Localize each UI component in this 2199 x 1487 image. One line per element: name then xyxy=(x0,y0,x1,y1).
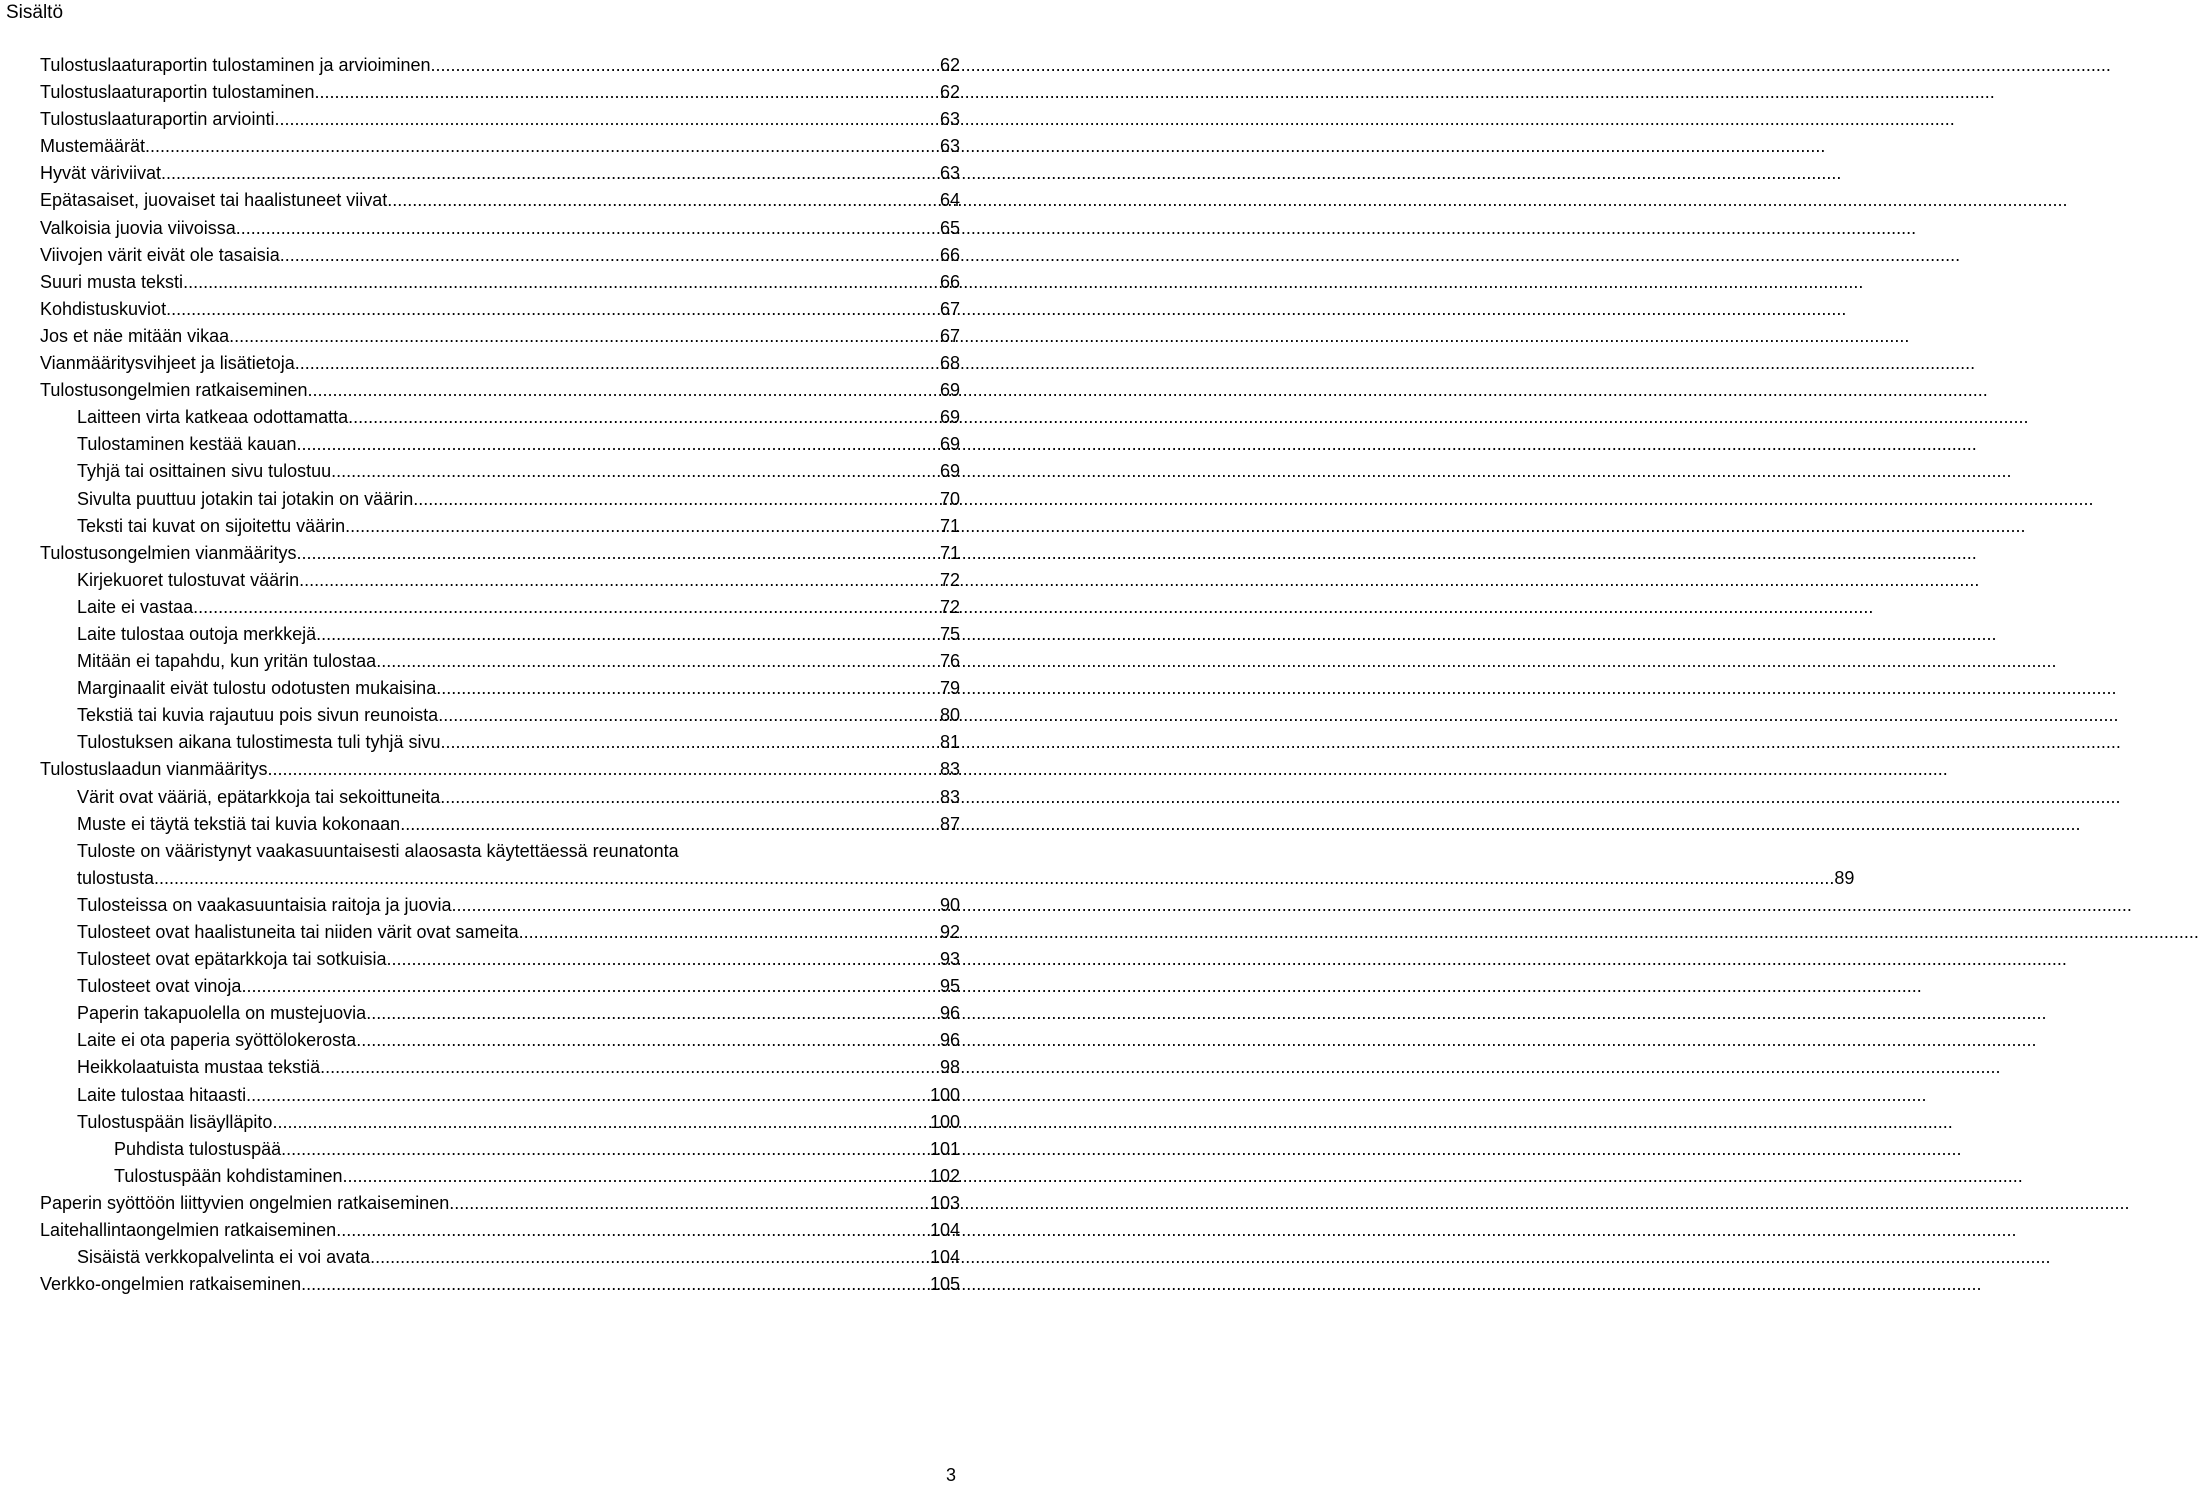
dot-leader xyxy=(345,513,940,540)
dot-leader xyxy=(154,865,1834,892)
toc-entry-title: Tyhjä tai osittainen sivu tulostuu xyxy=(77,461,332,482)
toc-entry[interactable] xyxy=(40,1244,960,1271)
dot-leader xyxy=(387,946,940,973)
toc-entry-page: 89 xyxy=(1834,867,1855,888)
toc-entry-page: 87 xyxy=(939,813,960,834)
dot-leader xyxy=(342,1163,929,1190)
toc-entry-page: 80 xyxy=(939,705,960,726)
toc-entry-title: Heikkolaatuista mustaa tekstiä xyxy=(77,1057,321,1078)
toc-entry[interactable] xyxy=(40,621,960,648)
toc-entry[interactable] xyxy=(40,377,960,404)
dot-leader xyxy=(274,106,940,133)
toc-entry-title-continued: tulostusta xyxy=(77,867,155,888)
toc-entry-page: 62 xyxy=(939,82,960,103)
toc-entry-title: Tulostuslaadun vianmääritys xyxy=(40,759,268,780)
toc-entry-title: Suuri musta teksti xyxy=(40,271,184,292)
toc-entry-page: 68 xyxy=(939,353,960,374)
toc-entry-title: Verkko-ongelmien ratkaiseminen xyxy=(40,1274,302,1295)
table-of-contents xyxy=(40,52,1855,1298)
toc-entry-page: 67 xyxy=(939,325,960,346)
toc-entry-page: 103 xyxy=(929,1192,960,1213)
toc-entry-page: 105 xyxy=(929,1274,960,1295)
toc-entry[interactable] xyxy=(40,1054,960,1081)
toc-entry[interactable] xyxy=(40,973,960,1000)
toc-entry-page: 69 xyxy=(939,407,960,428)
toc-entry-page: 102 xyxy=(929,1165,960,1186)
dot-leader xyxy=(348,404,940,431)
toc-entry[interactable] xyxy=(40,187,960,214)
toc-entry[interactable] xyxy=(40,296,960,323)
toc-entry-title: Viivojen värit eivät ole tasaisia xyxy=(40,244,280,265)
toc-entry[interactable] xyxy=(40,1109,960,1136)
dot-leader xyxy=(400,811,940,838)
toc-entry-title: Teksti tai kuvat on sijoitettu väärin xyxy=(77,515,346,536)
page-title: Sisältö xyxy=(6,2,64,23)
toc-entry-title: Laitteen virta katkeaa odottamatta xyxy=(77,407,349,428)
toc-entry-page: 66 xyxy=(939,271,960,292)
toc-entry-title: Tulostuksen aikana tulostimesta tuli tyhjä sivu xyxy=(77,732,441,753)
toc-entry-title: Tulostuspään lisäylläpito xyxy=(77,1111,273,1132)
toc-entry[interactable] xyxy=(40,215,960,242)
dot-leader xyxy=(241,973,940,1000)
toc-entry[interactable] xyxy=(40,729,960,756)
toc-entry[interactable] xyxy=(40,540,960,567)
dot-leader xyxy=(452,892,940,919)
dot-leader xyxy=(296,540,940,567)
dot-leader xyxy=(387,187,940,214)
toc-entry[interactable] xyxy=(40,269,960,296)
dot-leader xyxy=(236,215,940,242)
toc-entry-title: Tulosteet ovat vinoja xyxy=(77,976,242,997)
toc-entry-title: Tulostuslaaturaportin tulostaminen ja arvioiminen xyxy=(40,55,431,75)
toc-entry-page: 63 xyxy=(939,163,960,184)
toc-entry-title: Mustemäärät xyxy=(40,136,146,157)
dot-leader xyxy=(370,1244,930,1271)
toc-entry[interactable] xyxy=(40,404,960,431)
toc-entry[interactable] xyxy=(40,1163,960,1190)
toc-entry-title: Valkoisia juovia viivoissa xyxy=(40,217,236,238)
toc-entry-page: 63 xyxy=(939,109,960,130)
toc-entry-title: Tulosteet ovat haalistuneita tai niiden värit ovat sameita xyxy=(77,922,519,942)
dot-leader xyxy=(307,377,940,404)
toc-entry-title: Marginaalit eivät tulostu odotusten mukaisina xyxy=(77,678,437,699)
toc-entry-page: 65 xyxy=(939,217,960,238)
toc-entry[interactable] xyxy=(40,1190,960,1217)
toc-entry-title: Jos et näe mitään vikaa xyxy=(40,325,230,346)
toc-entry-page: 72 xyxy=(939,569,960,590)
toc-entry-page: 93 xyxy=(939,949,960,970)
toc-entry-title: Paperin takapuolella on mustejuovia xyxy=(77,1003,367,1024)
toc-entry-page: 101 xyxy=(929,1138,960,1159)
dot-leader xyxy=(441,729,940,756)
page-number: 3 xyxy=(945,1465,956,1485)
toc-entry-title: Laitehallintaongelmien ratkaiseminen xyxy=(40,1220,337,1241)
toc-entry[interactable] xyxy=(40,946,960,973)
toc-entry[interactable] xyxy=(40,1000,960,1027)
toc-entry[interactable] xyxy=(40,1027,960,1054)
dot-leader xyxy=(193,594,940,621)
toc-entry[interactable] xyxy=(40,242,960,269)
dot-leader xyxy=(299,567,940,594)
dot-leader xyxy=(161,160,940,187)
toc-entry-page: 64 xyxy=(939,190,960,211)
toc-entry-title: Tulostaminen kestää kauan xyxy=(77,434,297,455)
toc-entry-title: Tulostusongelmien ratkaiseminen xyxy=(40,380,308,401)
toc-entry-page: 71 xyxy=(939,542,960,563)
dot-leader xyxy=(314,79,939,106)
dot-leader xyxy=(267,756,940,783)
toc-entry-page: 76 xyxy=(939,651,960,672)
toc-entry-page: 69 xyxy=(939,461,960,482)
toc-entry[interactable] xyxy=(40,160,960,187)
toc-entry-page: 96 xyxy=(939,1003,960,1024)
dot-leader xyxy=(336,1217,930,1244)
toc-entry-page: 70 xyxy=(939,488,960,509)
toc-entry-page: 67 xyxy=(939,298,960,319)
dot-leader xyxy=(295,350,940,377)
toc-entry[interactable] xyxy=(40,79,960,106)
toc-entry-page: 98 xyxy=(939,1057,960,1078)
toc-entry-title: Sisäistä verkkopalvelinta ei voi avata xyxy=(77,1247,371,1268)
toc-entry[interactable] xyxy=(40,702,960,729)
toc-entry[interactable] xyxy=(40,458,960,485)
dot-leader xyxy=(436,675,940,702)
toc-entry-title: Tulosteet ovat epätarkkoja tai sotkuisia xyxy=(77,949,387,970)
dot-leader xyxy=(246,1082,930,1109)
dot-leader xyxy=(166,296,940,323)
toc-entry-page: 69 xyxy=(939,434,960,455)
dot-leader xyxy=(272,1109,930,1136)
toc-entry[interactable] xyxy=(40,350,960,377)
toc-entry-title: Tulostuslaaturaportin tulostaminen xyxy=(40,82,315,103)
toc-entry[interactable] xyxy=(40,106,960,133)
toc-entry[interactable] xyxy=(40,784,960,811)
toc-entry[interactable] xyxy=(40,811,960,838)
dot-leader xyxy=(440,784,940,811)
toc-entry-page: 75 xyxy=(939,623,960,644)
dot-leader xyxy=(145,133,940,160)
toc-entry-title: Hyvät väriviivat xyxy=(40,163,162,184)
toc-entry[interactable] xyxy=(40,756,960,783)
toc-entry-title: Paperin syöttöön liittyvien ongelmien ratkaiseminen xyxy=(40,1192,450,1213)
toc-entry-title: Tulostuspään kohdistaminen xyxy=(114,1165,343,1186)
toc-entry-page: 79 xyxy=(939,678,960,699)
toc-entry-title: Sivulta puuttuu jotakin tai jotakin on väärin xyxy=(77,488,414,509)
toc-entry-page: 90 xyxy=(939,894,960,915)
dot-leader xyxy=(229,323,940,350)
toc-entry-title: Vianmääritysvihjeet ja lisätietoja xyxy=(40,353,295,374)
dot-leader xyxy=(519,919,940,946)
toc-entry[interactable] xyxy=(40,594,960,621)
toc-entry-title: Värit ovat vääriä, epätarkkoja tai sekoittuneita xyxy=(77,786,441,807)
toc-entry-page: 96 xyxy=(939,1030,960,1051)
toc-entry-title: Tulosteissa on vaakasuuntaisia raitoja ja juovia xyxy=(77,894,452,915)
toc-entry-page: 66 xyxy=(939,244,960,265)
toc-entry[interactable] xyxy=(40,1217,960,1244)
dot-leader xyxy=(183,269,940,296)
toc-entry-title: Laite tulostaa hitaasti xyxy=(77,1084,247,1105)
toc-entry-page: 100 xyxy=(929,1084,960,1105)
toc-entry[interactable] xyxy=(40,1136,960,1163)
toc-entry[interactable] xyxy=(40,648,960,675)
toc-entry[interactable] xyxy=(40,1082,960,1109)
toc-entry-title: Tekstiä tai kuvia rajautuu pois sivun reunoista xyxy=(77,705,439,726)
toc-entry[interactable] xyxy=(40,892,960,919)
toc-entry-title: Epätasaiset, juovaiset tai haalistuneet viivat xyxy=(40,190,388,211)
dot-leader xyxy=(331,458,940,485)
toc-entry[interactable] xyxy=(40,513,960,540)
toc-entry-page: 62 xyxy=(939,55,960,75)
toc-entry-page: 83 xyxy=(939,786,960,807)
toc-entry-title: Tulostuslaaturaportin arviointi xyxy=(40,109,275,130)
dot-leader xyxy=(320,1054,940,1081)
toc-entry-page: 104 xyxy=(929,1247,960,1268)
toc-entry[interactable] xyxy=(40,323,960,350)
dot-leader xyxy=(301,1271,930,1298)
toc-entry-page: 92 xyxy=(939,922,960,942)
dot-leader xyxy=(413,486,940,513)
toc-entry-page: 72 xyxy=(939,596,960,617)
toc-entry-title: Laite ei vastaa xyxy=(77,596,194,617)
dot-leader xyxy=(296,431,940,458)
toc-entry-page: 95 xyxy=(939,976,960,997)
dot-leader xyxy=(366,1000,940,1027)
dot-leader xyxy=(376,648,940,675)
toc-entry-page: 69 xyxy=(939,380,960,401)
toc-entry-page: 104 xyxy=(929,1220,960,1241)
toc-entry-title: Laite ei ota paperia syöttölokerosta xyxy=(77,1030,357,1051)
dot-leader xyxy=(449,1190,930,1217)
toc-entry-title: Puhdista tulostuspää xyxy=(114,1138,282,1159)
toc-entry-title: Kirjekuoret tulostuvat väärin xyxy=(77,569,300,590)
toc-entry[interactable] xyxy=(40,133,960,160)
dot-leader xyxy=(431,52,940,79)
toc-entry-title: Laite tulostaa outoja merkkejä xyxy=(77,623,317,644)
toc-entry[interactable] xyxy=(40,567,960,594)
toc-entry[interactable] xyxy=(40,919,960,946)
toc-entry-title: Tuloste on vääristynyt vaakasuuntaisesti alaosasta käytettäessä reunatonta xyxy=(77,840,679,861)
toc-entry-title: Kohdistuskuviot xyxy=(40,298,167,319)
toc-entry-title: Mitään ei tapahdu, kun yritän tulostaa xyxy=(77,651,377,672)
dot-leader xyxy=(281,1136,930,1163)
toc-entry-page: 71 xyxy=(939,515,960,536)
toc-entry-page: 81 xyxy=(939,732,960,753)
toc-entry-page: 100 xyxy=(929,1111,960,1132)
toc-entry[interactable] xyxy=(40,52,960,79)
toc-entry-page: 63 xyxy=(939,136,960,157)
toc-entry[interactable] xyxy=(40,838,1855,892)
dot-leader xyxy=(356,1027,940,1054)
dot-leader xyxy=(438,702,940,729)
toc-entry-title: Tulostusongelmien vianmääritys xyxy=(40,542,297,563)
toc-entry[interactable] xyxy=(40,1271,960,1298)
dot-leader xyxy=(280,242,940,269)
toc-entry-title: Muste ei täytä tekstiä tai kuvia kokonaan xyxy=(77,813,401,834)
toc-entry-page: 83 xyxy=(939,759,960,780)
dot-leader xyxy=(316,621,940,648)
toc-entry[interactable] xyxy=(40,675,960,702)
toc-entry[interactable] xyxy=(40,431,960,458)
toc-entry[interactable] xyxy=(40,486,960,513)
